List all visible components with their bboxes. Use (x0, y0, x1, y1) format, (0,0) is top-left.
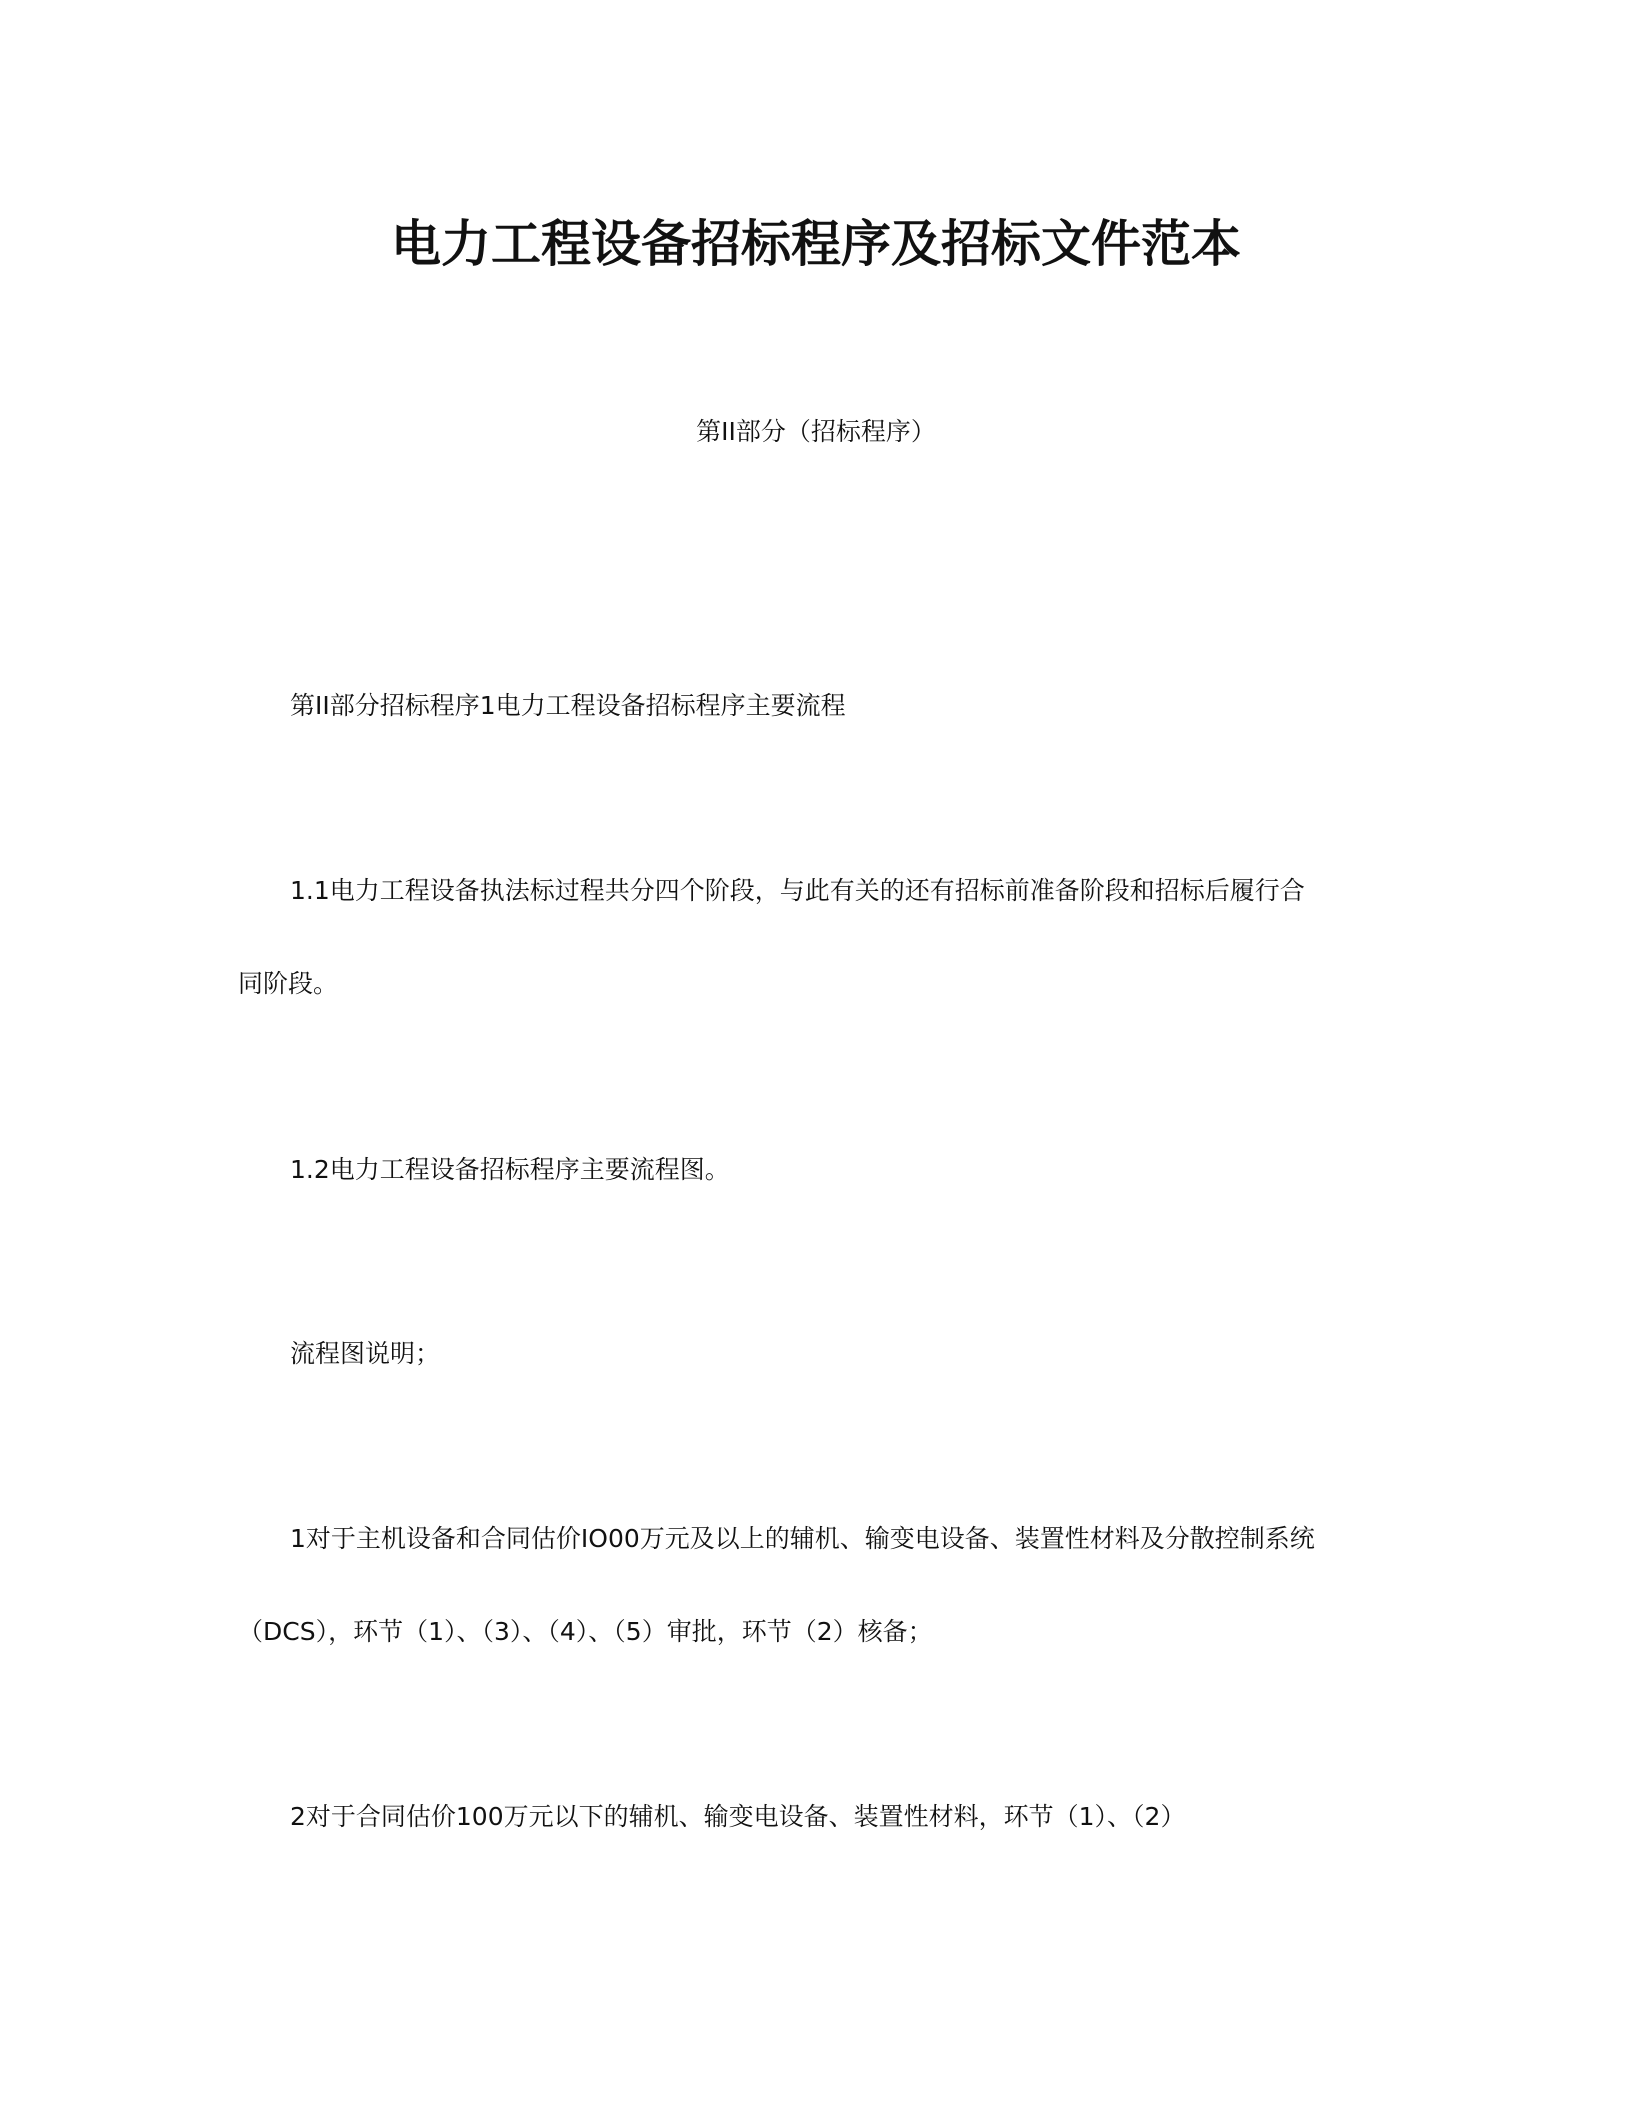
paragraph-item-1-line-1: 1对于主机设备和合同估价IO00万元及以上的辅机、输变电设备、装置性材料及分散控制系统 (290, 1524, 1315, 1553)
paragraph-item-2-line-1: 2对于合同估价100万元以下的辅机、输变电设备、装置性材料，环节（1）、（2） (290, 1802, 1186, 1831)
paragraph-flowchart-note: 流程图说明； (290, 1339, 441, 1368)
document-title: 电力工程设备招标程序及招标文件范本 (391, 215, 1241, 273)
paragraph-1-1-line-1: 1.1电力工程设备执法标过程共分四个阶段，与此有关的还有招标前准备阶段和招标后履行合 (290, 876, 1305, 905)
paragraph-item-1-line-2: （DCS），环节（1）、（3）、（4）、（5）审批，环节（2）核备； (238, 1617, 933, 1646)
document-subtitle: 第II部分（招标程序） (696, 417, 936, 446)
paragraph-1-2: 1.2电力工程设备招标程序主要流程图。 (290, 1155, 730, 1184)
paragraph-section-heading: 第II部分招标程序1电力工程设备招标程序主要流程 (290, 691, 846, 720)
paragraph-1-1-line-2: 同阶段。 (238, 969, 339, 998)
